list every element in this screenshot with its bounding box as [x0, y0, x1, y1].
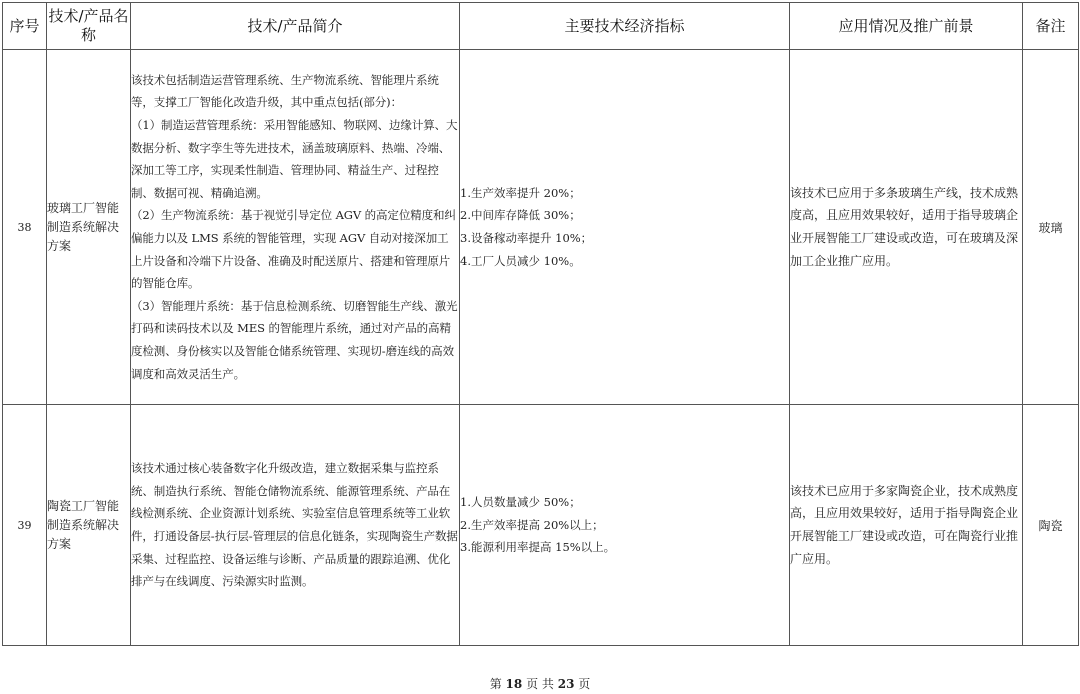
row-seq: 38: [3, 50, 47, 405]
table-row: [3, 50, 1079, 405]
header-seq: 序号: [3, 3, 47, 50]
header-indicators: 主要技术经济指标: [460, 3, 790, 50]
page-footer: [0, 675, 1080, 692]
row-intro: 该技术包括制造运营管理系统、生产物流系统、智能理片系统等，支撑工厂智能化改造升级，其中重点包括(部分)： （1）制造运营管理系统：采用智能感知、物联网、边缘计算、大数据分析、数字孪生等先进技术，涵盖玻璃原料、热端、冷端、深加工等工序，实现柔性制造、管理协同、精益生产、过程控制、数据可视、精确追溯。 （2）生产物流系统：基于视觉引导定位 AGV 的高定位精度和纠偏能力以及 LMS 系统的智能管理，实现 AGV 自动对接深加工上片设备和冷端下片设备、准确及时配送原片、搭建和管理原片的智能仓库。 （3）智能理片系统：基于信息检测系统、切磨智能生产线、激光打码和读码技术以及 MES 的智能理片系统，通过对产品的高精度检测、身份核实以及智能仓储系统管理、实现切-磨连线的高效调度和高效灵活生产。: [131, 50, 460, 405]
header-name: 技术/产品名称: [47, 3, 131, 50]
header-application: 应用情况及推广前景: [790, 3, 1023, 50]
table-row: [3, 405, 1079, 646]
row-seq: 39: [3, 405, 47, 646]
row-remarks: 玻璃: [1023, 50, 1079, 405]
table-header-row: [3, 3, 1079, 50]
header-remarks: 备注: [1023, 3, 1079, 50]
footer-middle: 页 共: [526, 677, 554, 691]
row-name: 陶瓷工厂智能制造系统解决方案: [47, 405, 131, 646]
footer-suffix: 页: [578, 677, 591, 691]
row-remarks: 陶瓷: [1023, 405, 1079, 646]
row-name: 玻璃工厂智能制造系统解决方案: [47, 50, 131, 405]
footer-total-pages: 23: [557, 677, 575, 691]
footer-prefix: 第: [489, 677, 502, 691]
row-indicators: 1.人员数量减少 50%； 2.生产效率提高 20%以上； 3.能源利用率提高 15%以上。: [460, 405, 790, 646]
row-application: 该技术已应用于多家陶瓷企业，技术成熟度高，且应用效果较好，适用于指导陶瓷企业开展智能工厂建设或改造，可在陶瓷行业推广应用。: [790, 405, 1023, 646]
row-application: 该技术已应用于多条玻璃生产线，技术成熟度高，且应用效果较好，适用于指导玻璃企业开展智能工厂建设或改造，可在玻璃及深加工企业推广应用。: [790, 50, 1023, 405]
technology-table: [2, 2, 1079, 646]
row-indicators: 1.生产效率提升 20%； 2.中间库存降低 30%； 3.设备稼动率提升 10%； 4.工厂人员减少 10%。: [460, 50, 790, 405]
header-intro: 技术/产品简介: [131, 3, 460, 50]
row-intro: 该技术通过核心装备数字化升级改造，建立数据采集与监控系统、制造执行系统、智能仓储物流系统、能源管理系统、产品在线检测系统、企业资源计划系统、实验室信息管理系统等工业软件，打通设备层-执行层-管理层的信息化链条，实现陶瓷生产数据采集、过程监控、设备运维与诊断、产品质量的跟踪追溯、优化排产与在线调度、污染源实时监测。: [131, 405, 460, 646]
footer-page-number: 18: [505, 677, 523, 691]
